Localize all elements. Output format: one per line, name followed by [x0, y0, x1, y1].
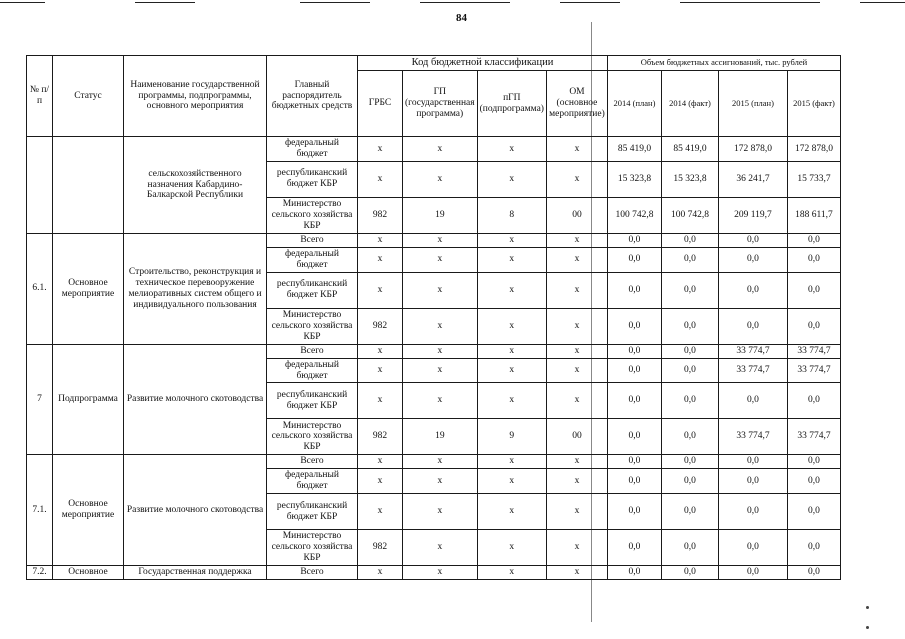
cell-2014-fact: 0,0	[661, 419, 718, 455]
cell-pgp: x	[477, 272, 546, 308]
cell-2014-plan: 0,0	[607, 566, 661, 580]
cell-admin: республиканский бюджет КБР	[267, 272, 358, 308]
cell-2014-fact: 0,0	[661, 469, 718, 494]
cell-num: 7	[27, 344, 53, 455]
cell-2014-fact: 0,0	[661, 455, 718, 469]
cell-gp: x	[403, 137, 478, 162]
table-row	[27, 566, 841, 580]
header-kbk-group: Код бюджетной классификации	[358, 56, 608, 71]
cell-2015-fact: 0,0	[787, 455, 840, 469]
cell-name: Государственная поддержка	[124, 566, 267, 580]
cell-om: x	[546, 383, 607, 419]
cell-om: x	[546, 530, 607, 566]
cell-2014-plan: 0,0	[607, 455, 661, 469]
cell-2015-plan: 0,0	[718, 308, 787, 344]
cell-2015-fact: 188 611,7	[787, 197, 840, 233]
header-name: Наименование государственной программы, подпрограммы, основного мероприятия	[124, 56, 267, 137]
cell-grbs: x	[358, 494, 403, 530]
cell-2014-plan: 0,0	[607, 469, 661, 494]
cell-2014-fact: 0,0	[661, 344, 718, 358]
scan-line-top-5	[560, 2, 620, 3]
cell-2015-plan: 172 878,0	[718, 137, 787, 162]
cell-gp: x	[403, 247, 478, 272]
cell-om: 00	[546, 197, 607, 233]
cell-pgp: 9	[477, 419, 546, 455]
cell-status	[53, 137, 124, 234]
cell-pgp: x	[477, 137, 546, 162]
cell-grbs: x	[358, 137, 403, 162]
cell-om: x	[546, 272, 607, 308]
header-2014-plan: 2014 (план)	[607, 71, 661, 137]
cell-2015-fact: 15 733,7	[787, 161, 840, 197]
cell-grbs: 982	[358, 308, 403, 344]
cell-name: Развитие молочного скотоводства	[124, 455, 267, 566]
header-2015-fact: 2015 (факт)	[787, 71, 840, 137]
scan-line-top-4	[420, 2, 510, 3]
header-2015-plan: 2015 (план)	[718, 71, 787, 137]
cell-admin: республиканский бюджет КБР	[267, 494, 358, 530]
cell-num: 6.1.	[27, 233, 53, 344]
header-om: ОМ (основное мероприятие)	[546, 71, 607, 137]
cell-admin: Всего	[267, 455, 358, 469]
cell-admin: Всего	[267, 233, 358, 247]
cell-2014-fact: 0,0	[661, 272, 718, 308]
cell-grbs: 982	[358, 197, 403, 233]
cell-status: Основное мероприятие	[53, 233, 124, 344]
cell-pgp: x	[477, 530, 546, 566]
table-row	[27, 455, 841, 469]
cell-gp: x	[403, 344, 478, 358]
cell-num: 7.1.	[27, 455, 53, 566]
cell-admin: Министерство сельского хозяйства КБР	[267, 419, 358, 455]
cell-gp: 19	[403, 419, 478, 455]
cell-gp: x	[403, 566, 478, 580]
cell-2015-plan: 0,0	[718, 383, 787, 419]
cell-pgp: x	[477, 233, 546, 247]
cell-grbs: x	[358, 344, 403, 358]
cell-gp: x	[403, 161, 478, 197]
cell-grbs: 982	[358, 530, 403, 566]
cell-2014-plan: 0,0	[607, 247, 661, 272]
cell-2014-plan: 0,0	[607, 308, 661, 344]
scan-speck	[866, 626, 869, 629]
cell-2014-fact: 0,0	[661, 530, 718, 566]
scan-speck	[866, 606, 869, 609]
cell-2015-fact: 33 774,7	[787, 344, 840, 358]
cell-2014-plan: 0,0	[607, 530, 661, 566]
cell-2015-plan: 33 774,7	[718, 358, 787, 383]
cell-2015-plan: 33 774,7	[718, 419, 787, 455]
cell-gp: x	[403, 383, 478, 419]
cell-2014-fact: 0,0	[661, 358, 718, 383]
cell-2014-plan: 85 419,0	[607, 137, 661, 162]
cell-name: Развитие молочного скотоводства	[124, 344, 267, 455]
cell-admin: федеральный бюджет	[267, 358, 358, 383]
cell-pgp: x	[477, 161, 546, 197]
cell-2014-plan: 0,0	[607, 233, 661, 247]
cell-name: сельскохозяйственного назначения Кабардино-Балкарской Республики	[124, 137, 267, 234]
cell-gp: x	[403, 530, 478, 566]
cell-gp: x	[403, 272, 478, 308]
cell-gp: x	[403, 233, 478, 247]
cell-2015-plan: 0,0	[718, 530, 787, 566]
cell-admin: федеральный бюджет	[267, 137, 358, 162]
cell-num: 7.2.	[27, 566, 53, 580]
cell-admin: республиканский бюджет КБР	[267, 161, 358, 197]
cell-om: x	[546, 358, 607, 383]
cell-pgp: x	[477, 383, 546, 419]
cell-admin: Министерство сельского хозяйства КБР	[267, 197, 358, 233]
cell-2014-plan: 15 323,8	[607, 161, 661, 197]
cell-grbs: x	[358, 247, 403, 272]
cell-gp: x	[403, 494, 478, 530]
cell-2015-fact: 172 878,0	[787, 137, 840, 162]
cell-2015-fact: 0,0	[787, 233, 840, 247]
cell-2014-fact: 0,0	[661, 247, 718, 272]
cell-pgp: x	[477, 308, 546, 344]
cell-om: x	[546, 469, 607, 494]
header-grbs: ГРБС	[358, 71, 403, 137]
cell-status: Основное мероприятие	[53, 455, 124, 566]
scan-line-top-7	[860, 2, 905, 3]
cell-om: x	[546, 344, 607, 358]
table-row	[27, 344, 841, 358]
cell-admin: федеральный бюджет	[267, 469, 358, 494]
cell-om: x	[546, 233, 607, 247]
cell-grbs: x	[358, 455, 403, 469]
cell-status: Подпрограмма	[53, 344, 124, 455]
cell-2015-plan: 0,0	[718, 455, 787, 469]
cell-num	[27, 137, 53, 234]
cell-om: x	[546, 566, 607, 580]
cell-gp: x	[403, 469, 478, 494]
cell-2014-plan: 0,0	[607, 383, 661, 419]
cell-grbs: x	[358, 272, 403, 308]
cell-2014-plan: 0,0	[607, 344, 661, 358]
cell-grbs: 982	[358, 419, 403, 455]
cell-grbs: x	[358, 358, 403, 383]
cell-2015-fact: 0,0	[787, 272, 840, 308]
cell-2015-fact: 0,0	[787, 566, 840, 580]
cell-om: x	[546, 161, 607, 197]
cell-2015-plan: 0,0	[718, 233, 787, 247]
cell-2015-fact: 0,0	[787, 469, 840, 494]
scan-line-top-1	[0, 2, 45, 3]
header-gp: ГП (государственная программа)	[403, 71, 478, 137]
cell-pgp: 8	[477, 197, 546, 233]
page-number: 84	[456, 12, 467, 24]
cell-2014-plan: 0,0	[607, 419, 661, 455]
cell-pgp: x	[477, 358, 546, 383]
cell-om: x	[546, 455, 607, 469]
cell-2014-fact: 0,0	[661, 233, 718, 247]
cell-om: 00	[546, 419, 607, 455]
scan-line-top-6	[680, 2, 820, 3]
cell-2014-fact: 15 323,8	[661, 161, 718, 197]
cell-2015-fact: 33 774,7	[787, 358, 840, 383]
cell-2014-plan: 0,0	[607, 272, 661, 308]
cell-pgp: x	[477, 494, 546, 530]
cell-2015-plan: 33 774,7	[718, 344, 787, 358]
header-status: Статус	[53, 56, 124, 137]
cell-2014-plan: 0,0	[607, 358, 661, 383]
scan-line-top-2	[135, 2, 195, 3]
cell-2014-plan: 0,0	[607, 494, 661, 530]
cell-pgp: x	[477, 344, 546, 358]
cell-2014-plan: 100 742,8	[607, 197, 661, 233]
header-pgp: пГП (подпрограмма)	[477, 71, 546, 137]
cell-pgp: x	[477, 247, 546, 272]
cell-om: x	[546, 247, 607, 272]
cell-gp: x	[403, 455, 478, 469]
cell-grbs: x	[358, 233, 403, 247]
cell-2014-fact: 0,0	[661, 566, 718, 580]
cell-name: Строительство, реконструкция и техническое перевооружение мелиоративных систем общего и индивидуального пользования	[124, 233, 267, 344]
cell-2015-fact: 0,0	[787, 530, 840, 566]
header-volume-group: Объем бюджетных ассигнований, тыс. рублей	[607, 56, 840, 71]
budget-table	[26, 55, 841, 580]
cell-2015-fact: 0,0	[787, 308, 840, 344]
cell-grbs: x	[358, 566, 403, 580]
cell-2015-fact: 33 774,7	[787, 419, 840, 455]
cell-grbs: x	[358, 161, 403, 197]
cell-gp: 19	[403, 197, 478, 233]
cell-om: x	[546, 494, 607, 530]
cell-2015-fact: 0,0	[787, 383, 840, 419]
cell-admin: Министерство сельского хозяйства КБР	[267, 530, 358, 566]
cell-pgp: x	[477, 566, 546, 580]
cell-admin: Всего	[267, 566, 358, 580]
cell-admin: Министерство сельского хозяйства КБР	[267, 308, 358, 344]
cell-pgp: x	[477, 469, 546, 494]
cell-gp: x	[403, 308, 478, 344]
cell-2015-fact: 0,0	[787, 494, 840, 530]
cell-2015-plan: 0,0	[718, 272, 787, 308]
cell-pgp: x	[477, 455, 546, 469]
cell-admin: республиканский бюджет КБР	[267, 383, 358, 419]
cell-2015-fact: 0,0	[787, 247, 840, 272]
cell-2014-fact: 85 419,0	[661, 137, 718, 162]
scan-line-top-3	[300, 2, 370, 3]
cell-gp: x	[403, 358, 478, 383]
header-2014-fact: 2014 (факт)	[661, 71, 718, 137]
cell-status: Основное	[53, 566, 124, 580]
table-row	[27, 233, 841, 247]
cell-2014-fact: 100 742,8	[661, 197, 718, 233]
table-row	[27, 137, 841, 162]
cell-2014-fact: 0,0	[661, 308, 718, 344]
cell-om: x	[546, 137, 607, 162]
header-admin: Главный распорядитель бюджетных средств	[267, 56, 358, 137]
cell-2014-fact: 0,0	[661, 494, 718, 530]
cell-2015-plan: 209 119,7	[718, 197, 787, 233]
cell-admin: федеральный бюджет	[267, 247, 358, 272]
header-num: № п/п	[27, 56, 53, 137]
cell-2015-plan: 0,0	[718, 247, 787, 272]
cell-2015-plan: 0,0	[718, 469, 787, 494]
cell-2015-plan: 0,0	[718, 566, 787, 580]
cell-grbs: x	[358, 383, 403, 419]
cell-grbs: x	[358, 469, 403, 494]
cell-2015-plan: 0,0	[718, 494, 787, 530]
cell-om: x	[546, 308, 607, 344]
cell-2014-fact: 0,0	[661, 383, 718, 419]
cell-admin: Всего	[267, 344, 358, 358]
cell-2015-plan: 36 241,7	[718, 161, 787, 197]
